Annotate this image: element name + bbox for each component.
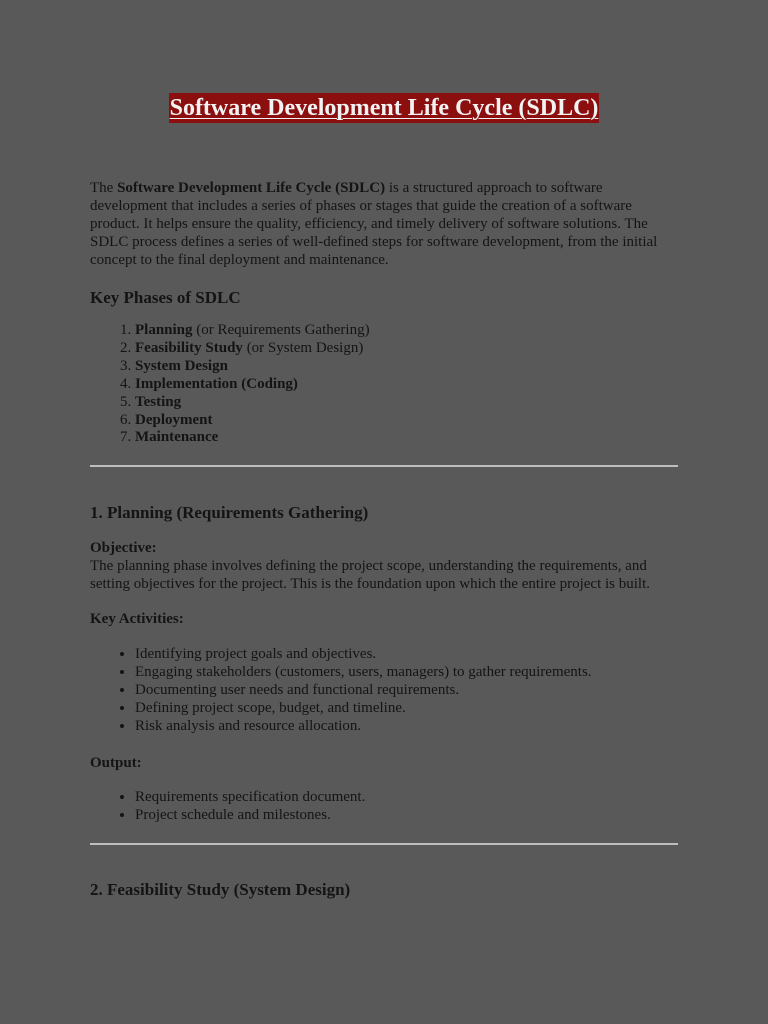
intro-bold-term: Software Development Life Cycle (SDLC) [117,180,386,196]
phase-name: Implementation (Coding) [135,375,298,392]
phase-note: (or System Design) [242,339,364,356]
activity-item: • Engaging stakeholders (customers, users, managers) to gather requirements. [135,664,678,682]
key-activities-label: Key Activities: [90,611,184,628]
phase-item [135,412,678,430]
phase-item [135,394,678,412]
output-item: • Project schedule and milestones. [135,807,678,825]
section-divider [90,843,678,845]
key-phases-heading: Key Phases of SDLC [90,288,241,307]
phase-item [135,358,678,376]
key-activities-list [90,646,678,736]
key-phases-list [90,322,678,447]
phase-item [135,340,678,358]
section2-heading: 2. Feasibility Study (System Design) [90,879,351,899]
phase-name: Feasibility Study [135,339,243,356]
objective-text: The planning phase involves defining the project scope, understanding the requirements, and setting objectives for the project. This is the foundation upon which the entire project is built. [90,558,651,593]
phase-item [135,429,678,447]
section1-heading: 1. Planning (Requirements Gathering) [90,503,369,523]
title-container [0,93,768,123]
phase-name: Testing [135,393,182,410]
activity-item: • Defining project scope, budget, and timeline. [135,700,678,718]
output-item: • Requirements specification document. [135,789,678,807]
intro-lead: The [90,180,118,196]
output-list [90,789,678,825]
phase-name: Maintenance [135,429,219,446]
output-label: Output: [90,754,142,771]
document-title: Software Development Life Cycle (SDLC) [169,95,599,121]
phase-note: (or Requirements Gathering) [192,322,370,338]
phase-item [135,376,678,394]
phase-item [135,322,678,340]
phase-name: Deployment [135,411,213,428]
activity-item: • Documenting user needs and functional requirements. [135,682,678,700]
phase-name: System Design [135,357,228,374]
document-body [90,179,678,901]
intro-rest: is a structured approach to software development that includes a series of phases or stages that guide the creation of a software product. It helps ensure the quality, efficiency, and timely delivery of software solutions. The SDLC process defines a series of well-defined steps for software development, from the initial concept to the final deployment and maintenance. [90,180,658,268]
section-divider [90,465,678,467]
objective-label: Objective: [90,540,157,557]
phase-name: Planning [135,322,193,338]
activity-item: • Risk analysis and resource allocation. [135,718,678,736]
activity-item: • Identifying project goals and objectives. [135,646,678,664]
intro-paragraph [90,179,678,269]
